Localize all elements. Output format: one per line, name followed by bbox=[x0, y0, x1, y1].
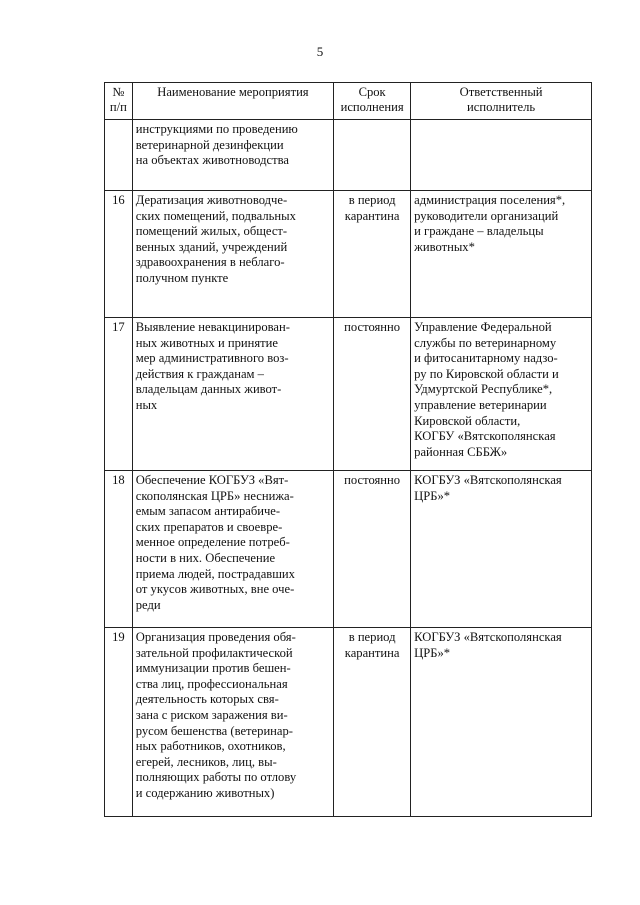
responsible-line: ЦРБ»* bbox=[414, 488, 451, 503]
name-line: ских препаратов и своевре- bbox=[135, 519, 283, 534]
row-term bbox=[334, 471, 411, 628]
name-line: приема людей, пострадавших bbox=[135, 566, 295, 581]
responsible-line: ЦРБ»* bbox=[414, 645, 451, 660]
name-line: на объектах животноводства bbox=[135, 153, 289, 168]
responsible-line: Удмуртской Республике*, bbox=[414, 382, 553, 397]
responsible-line: руководители организаций bbox=[414, 208, 559, 223]
table-row bbox=[105, 120, 592, 191]
row-name bbox=[132, 318, 333, 471]
name-line: мер административного воз- bbox=[135, 351, 289, 366]
responsible-line: КОГБУЗ «Вятскополянская bbox=[414, 473, 562, 487]
name-line: венных зданий, учреждений bbox=[135, 239, 288, 254]
responsible-line: администрация поселения*, bbox=[414, 193, 566, 207]
term-line: карантина bbox=[344, 208, 400, 223]
responsible-line: КОГБУ «Вятскополянская bbox=[414, 429, 556, 444]
name-line: Выявление невакцинирован- bbox=[135, 320, 290, 334]
name-line: полняющих работы по отлову bbox=[135, 770, 297, 785]
header-term bbox=[334, 83, 411, 120]
name-line: владельцам данных живот- bbox=[135, 382, 282, 397]
row-name bbox=[132, 120, 333, 191]
name-line: Организация проведения обя- bbox=[135, 630, 296, 644]
name-line: помещений жилых, общест- bbox=[135, 224, 288, 239]
name-line: зана с риском заражения ви- bbox=[135, 707, 288, 722]
responsible-line: КОГБУЗ «Вятскополянская bbox=[414, 630, 562, 644]
row-name bbox=[132, 191, 333, 318]
name-line: иммунизации против бешен- bbox=[135, 661, 291, 676]
name-line: ветеринарной дезинфекции bbox=[135, 137, 284, 152]
row-term bbox=[334, 191, 411, 318]
responsible-line: ру по Кировской области и bbox=[414, 366, 559, 381]
header-responsible bbox=[411, 83, 592, 120]
header-name bbox=[132, 83, 333, 120]
page-number: 5 bbox=[316, 44, 324, 59]
row-num: 19 bbox=[105, 628, 133, 817]
name-line: инструкциями по проведению bbox=[135, 122, 298, 136]
name-line: Дератизация животноводче- bbox=[135, 193, 288, 207]
table-row bbox=[105, 628, 592, 817]
measures-table bbox=[104, 82, 592, 817]
name-line: здравоохранения в неблаго- bbox=[135, 255, 285, 270]
row-num: 17 bbox=[105, 318, 133, 471]
row-responsible bbox=[411, 471, 592, 628]
name-line: от укусов животных, вне оче- bbox=[135, 582, 295, 597]
responsible-line: и граждане – владельцы bbox=[414, 224, 544, 239]
table-row bbox=[105, 471, 592, 628]
responsible-line: Кировской области, bbox=[414, 413, 521, 428]
term-line: постоянно bbox=[344, 473, 401, 487]
responsible-line: Управление Федеральной bbox=[414, 320, 552, 334]
header-responsible-line: Ответственный bbox=[459, 85, 543, 99]
name-line: ных bbox=[135, 397, 158, 412]
name-line: ства лиц, профессиональная bbox=[135, 676, 288, 691]
row-responsible bbox=[411, 318, 592, 471]
row-num: 16 bbox=[105, 191, 133, 318]
name-line: действия к гражданам – bbox=[135, 366, 264, 381]
responsible-line: и фитосанитарному надзо- bbox=[414, 351, 558, 366]
table-header-row bbox=[105, 83, 592, 120]
name-line: реди bbox=[135, 597, 161, 612]
name-line: зательной профилактической bbox=[135, 645, 293, 660]
name-line: получном пункте bbox=[135, 270, 229, 285]
name-line: ности в них. Обеспечение bbox=[135, 550, 276, 565]
name-line: ных работников, охотников, bbox=[135, 739, 286, 754]
name-line: менное определение потреб- bbox=[135, 535, 290, 550]
name-line: русом бешенства (ветеринар- bbox=[135, 723, 294, 738]
header-num-line: № bbox=[112, 85, 125, 99]
row-term bbox=[334, 318, 411, 471]
row-term bbox=[334, 628, 411, 817]
header-term-line: исполнения bbox=[340, 100, 404, 114]
row-num bbox=[105, 120, 133, 191]
row-term bbox=[334, 120, 411, 191]
header-responsible-line: исполнитель bbox=[467, 100, 536, 114]
term-line: карантина bbox=[344, 645, 400, 660]
header-num-line: п/п bbox=[109, 100, 127, 114]
name-line: и содержанию животных) bbox=[135, 785, 275, 800]
header-name-line: Наименование мероприятия bbox=[157, 85, 309, 99]
row-name bbox=[132, 471, 333, 628]
row-name bbox=[132, 628, 333, 817]
responsible-line: районная СББЖ» bbox=[414, 444, 508, 459]
term-line: в период bbox=[348, 193, 396, 207]
name-line: деятельность которых свя- bbox=[135, 692, 279, 707]
name-line: емым запасом антирабиче- bbox=[135, 504, 281, 519]
table-row bbox=[105, 191, 592, 318]
header-term-line: Срок bbox=[358, 85, 386, 99]
responsible-line: животных* bbox=[414, 239, 475, 254]
name-line: скополянская ЦРБ» неснижа- bbox=[135, 488, 294, 503]
responsible-line: службы по ветеринарному bbox=[414, 335, 557, 350]
row-responsible bbox=[411, 191, 592, 318]
row-responsible bbox=[411, 628, 592, 817]
table-row bbox=[105, 318, 592, 471]
row-responsible bbox=[411, 120, 592, 191]
name-line: Обеспечение КОГБУЗ «Вят- bbox=[135, 473, 289, 487]
responsible-line: управление ветеринарии bbox=[414, 397, 547, 412]
name-line: ных животных и принятие bbox=[135, 335, 278, 350]
row-num: 18 bbox=[105, 471, 133, 628]
name-line: егерей, лесников, лиц, вы- bbox=[135, 754, 277, 769]
term-line: в период bbox=[348, 630, 396, 644]
name-line: ских помещений, подвальных bbox=[135, 208, 296, 223]
header-num bbox=[105, 83, 133, 120]
term-line: постоянно bbox=[344, 320, 401, 334]
